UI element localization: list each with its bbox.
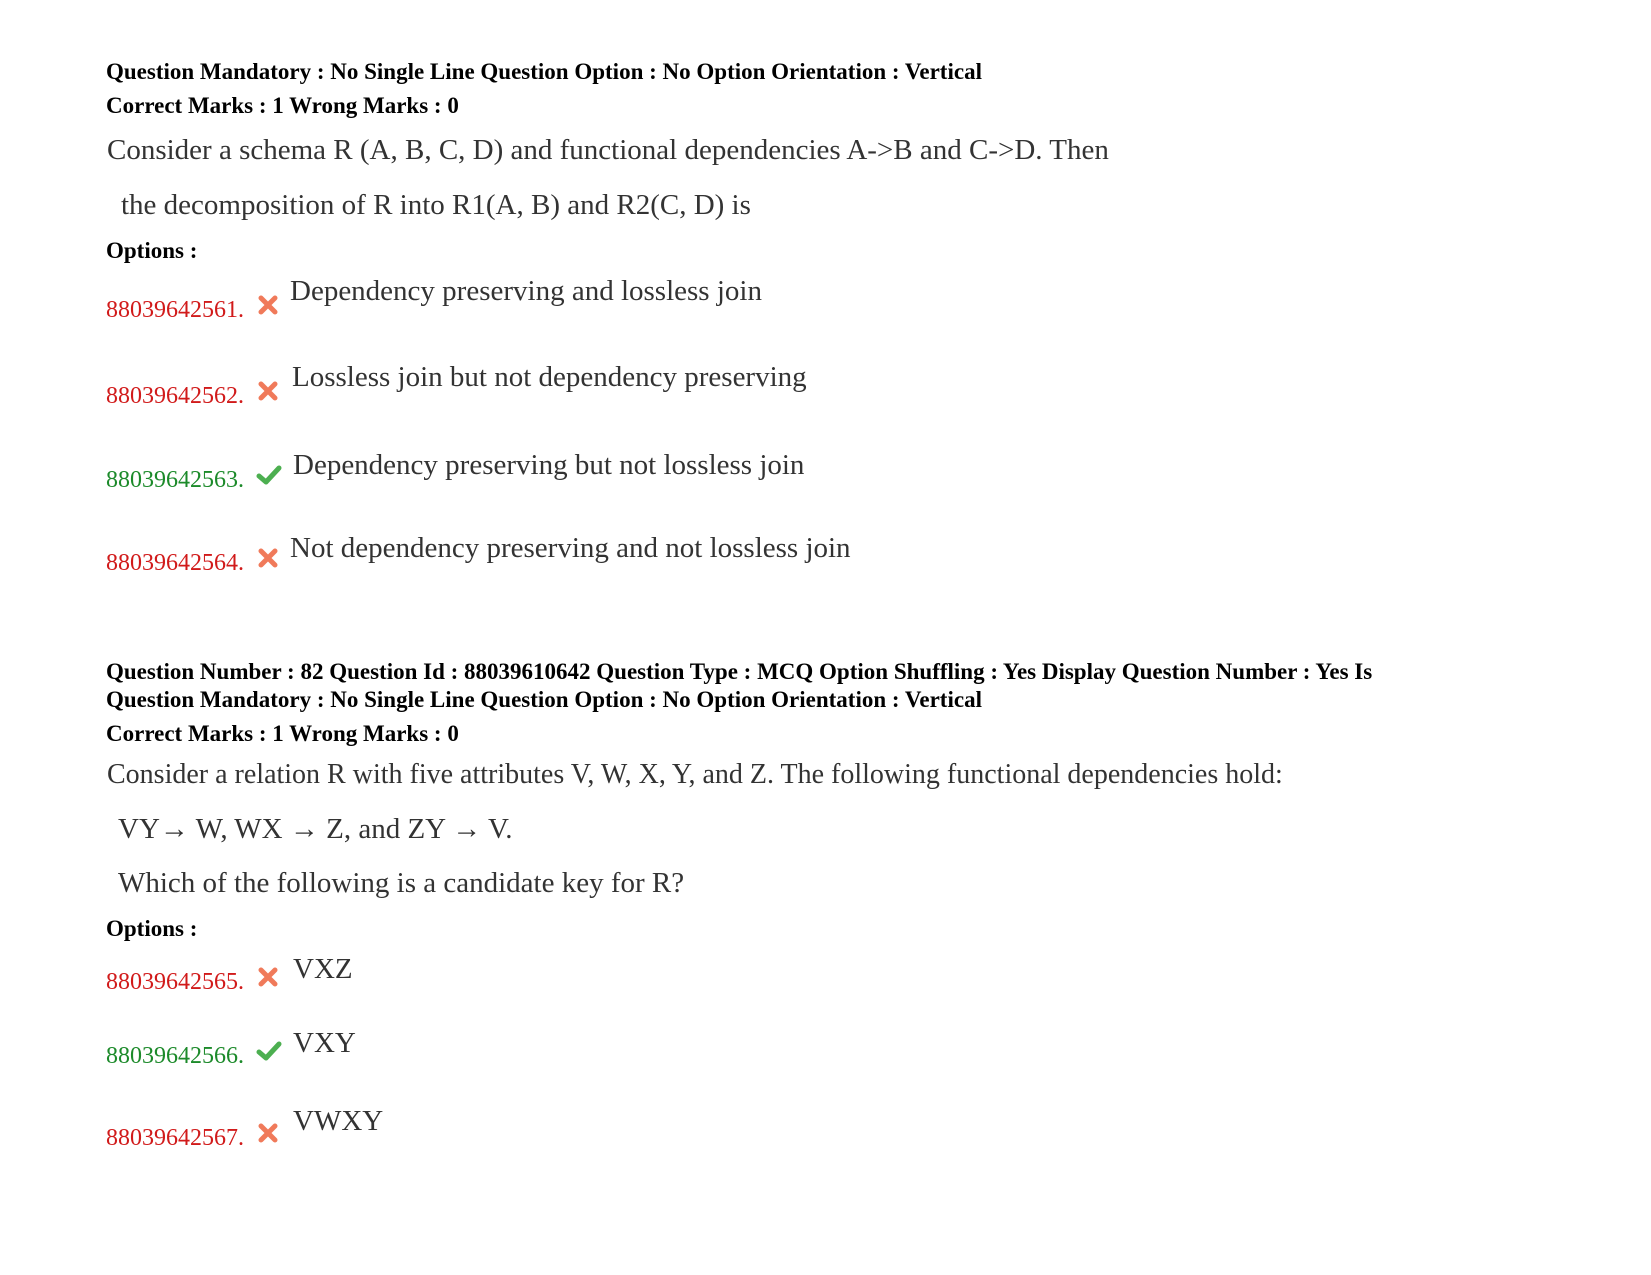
q2-option-1-text: VXZ: [293, 953, 353, 985]
cross-icon: [257, 380, 279, 402]
q1-option-1-id: 88039642561.: [106, 297, 244, 323]
q2-option-3-id: 88039642567.: [106, 1125, 244, 1151]
q1-option-2-id: 88039642562.: [106, 383, 244, 409]
cross-icon: [257, 547, 279, 569]
q1-option-3-text: Dependency preserving but not lossless join: [293, 449, 805, 481]
q2-meta-line2: Question Mandatory : No Single Line Question Option : No Option Orientation : Vertical: [106, 687, 982, 712]
q1-options-label: Options :: [106, 238, 198, 263]
q1-text-line1: Consider a schema R (A, B, C, D) and functional dependencies A->B and C->D. Then: [107, 134, 1109, 166]
q2-meta-line3: Correct Marks : 1 Wrong Marks : 0: [106, 721, 459, 746]
q1-option-1-text: Dependency preserving and lossless join: [290, 275, 762, 307]
q1-option-4-text: Not dependency preserving and not lossless join: [290, 532, 851, 564]
check-icon: [256, 1040, 282, 1062]
check-icon: [256, 464, 282, 486]
q2-options-label: Options :: [106, 916, 198, 941]
q2-option-2-text: VXY: [293, 1027, 356, 1059]
q2-option-2-id: 88039642566.: [106, 1043, 244, 1069]
q1-option-4-id: 88039642564.: [106, 550, 244, 576]
q1-meta-line2: Correct Marks : 1 Wrong Marks : 0: [106, 93, 459, 118]
cross-icon: [257, 294, 279, 316]
q1-option-3-id: 88039642563.: [106, 467, 244, 493]
q2-option-1-id: 88039642565.: [106, 969, 244, 995]
q2-text-line1: Consider a relation R with five attributes V, W, X, Y, and Z. The following functional dependencies hold:: [107, 759, 1283, 790]
q2-text-line3: Which of the following is a candidate key for R?: [118, 867, 685, 899]
q1-option-2-text: Lossless join but not dependency preserving: [292, 361, 807, 393]
cross-icon: [257, 966, 279, 988]
q2-meta-line1: Question Number : 82 Question Id : 88039610642 Question Type : MCQ Option Shuffling : Yes Display Question Number : Yes Is: [106, 659, 1373, 684]
q2-text-line2: VY→ W, WX → Z, and ZY → V.: [118, 813, 513, 845]
q2-option-3-text: VWXY: [293, 1105, 384, 1137]
q1-text-line2: the decomposition of R into R1(A, B) and R2(C, D) is: [121, 189, 751, 221]
q1-meta-line1: Question Mandatory : No Single Line Question Option : No Option Orientation : Vertical: [106, 59, 982, 84]
cross-icon: [257, 1122, 279, 1144]
